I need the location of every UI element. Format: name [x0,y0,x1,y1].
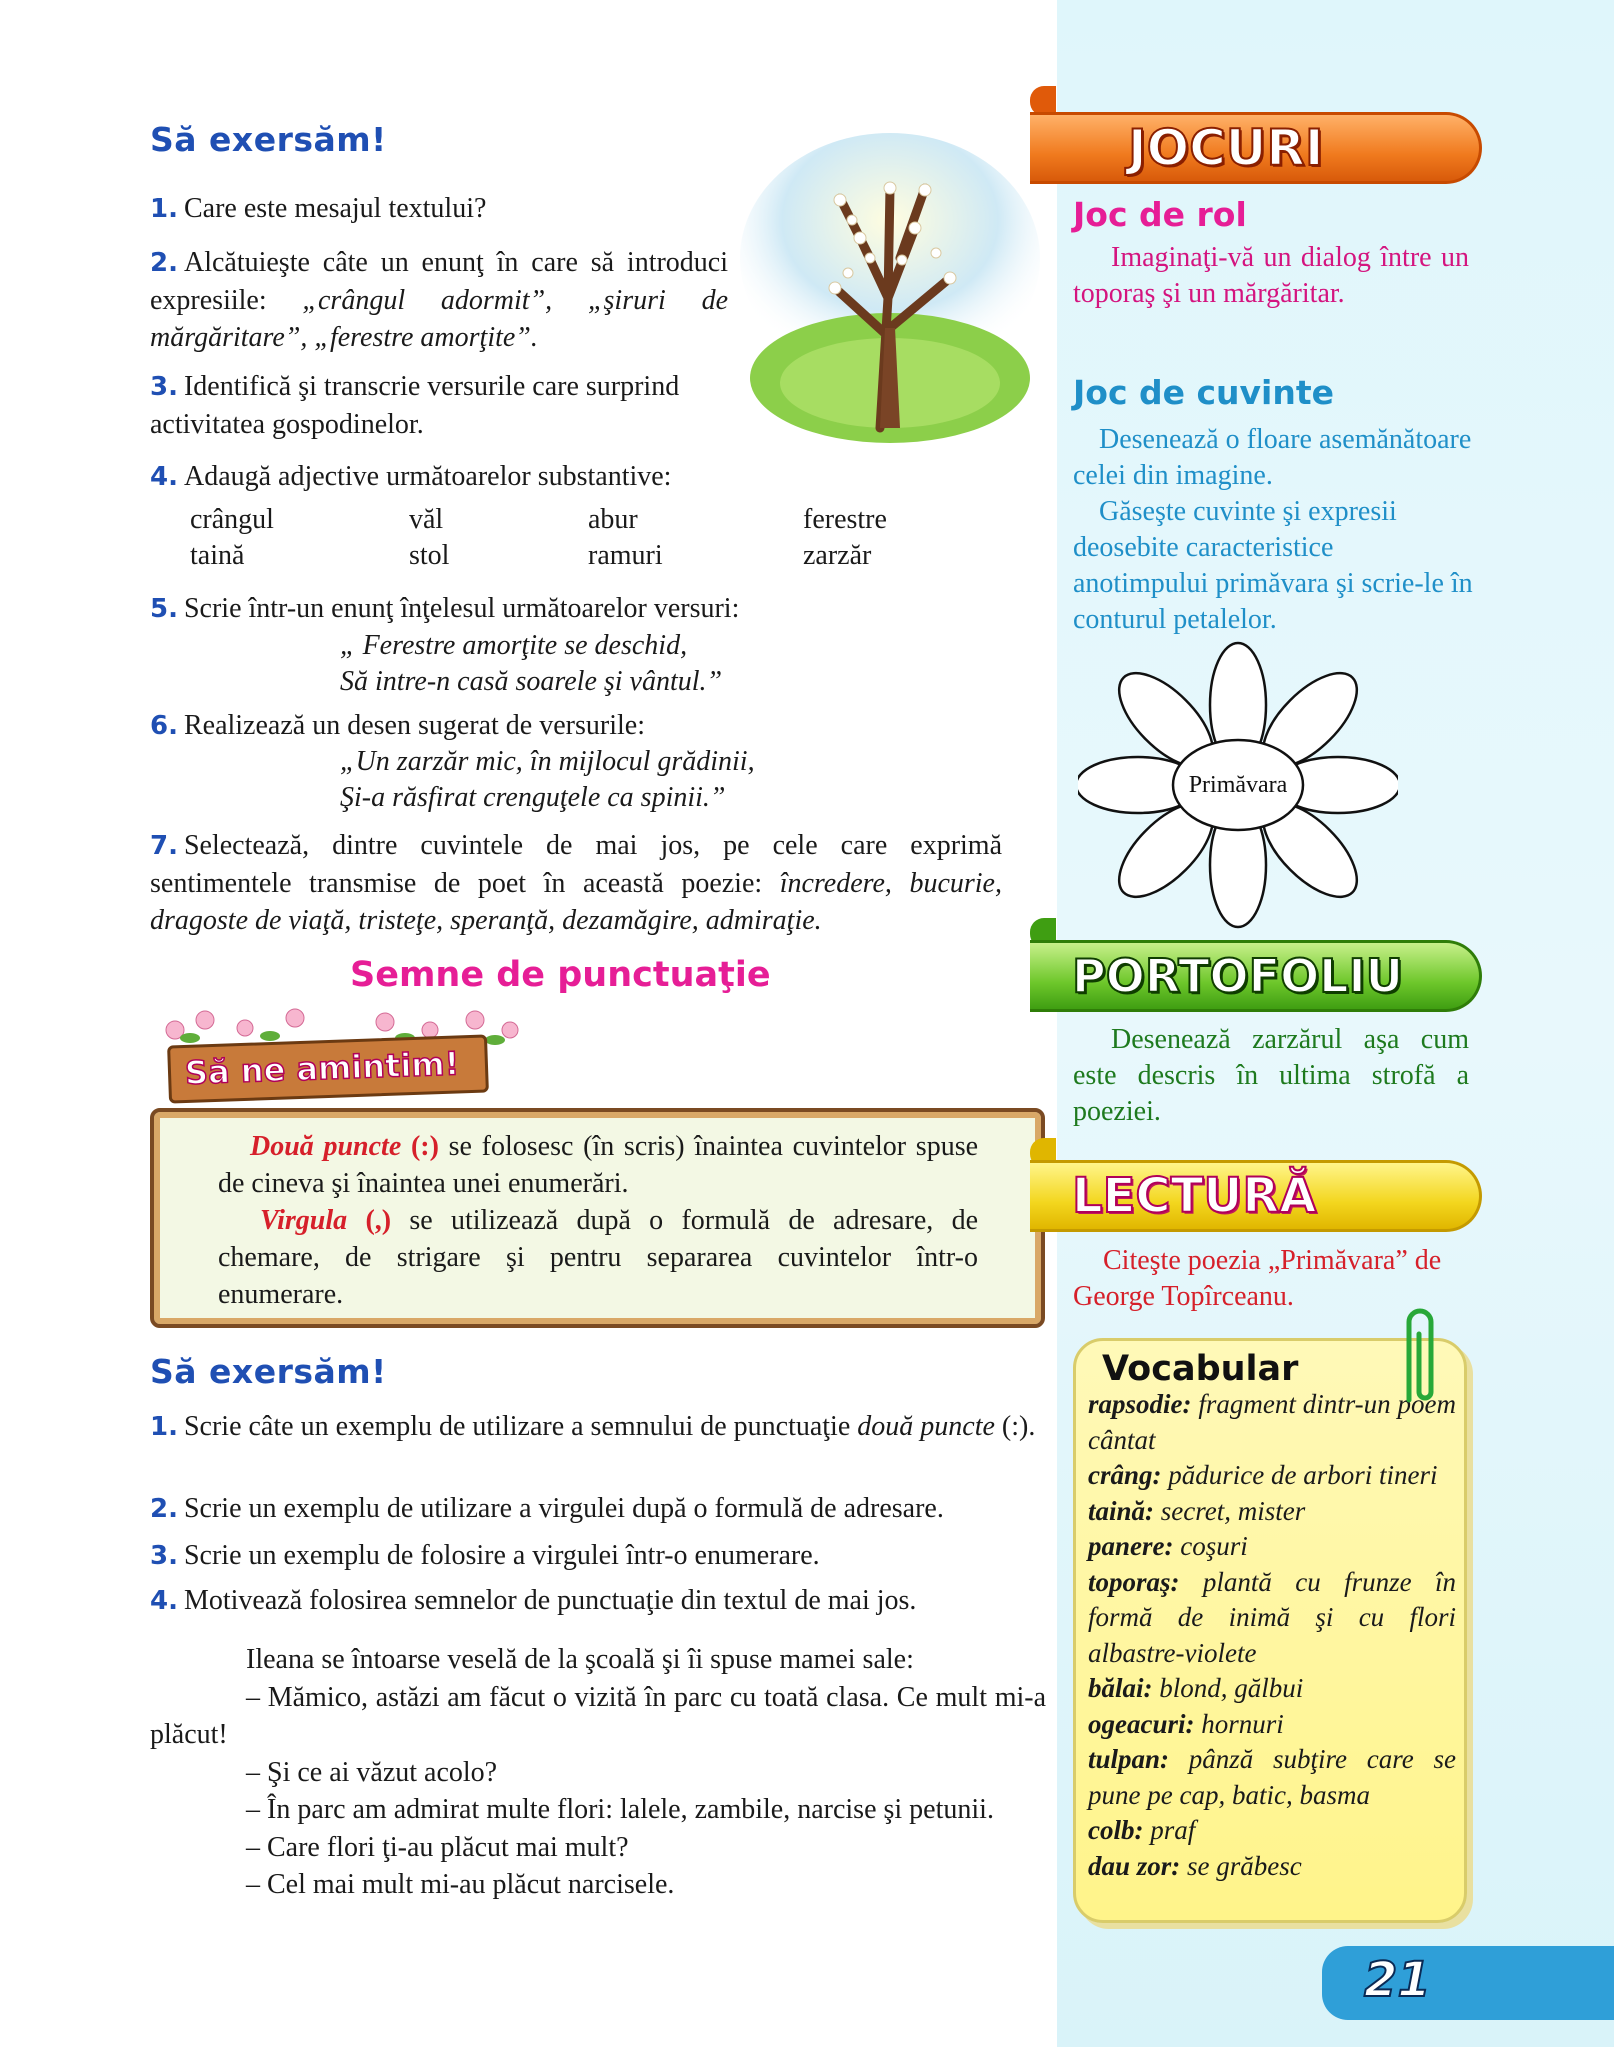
vocab-term: panere: [1088,1531,1174,1561]
item-number: 1. [150,194,178,224]
noun: stol [409,540,450,571]
item-text: Scrie câte un exemplu de utilizare a semnului de punctuaţie [183,1411,858,1442]
vocab-entry [1088,1458,1456,1494]
banner-label: JOCURI [1128,119,1324,177]
noun: abur [588,504,638,535]
item-number: 2. [150,248,178,278]
exercise1-item-7 [150,827,1002,939]
vocab-def: hornuri [1194,1708,1284,1739]
page-number: 21 [1364,1952,1431,2008]
exercise2-item-4 [150,1582,1050,1620]
joc-cuvinte-p2: Găseşte cuvinte şi expresii deosebite caracteristice anotimpului primăvara şi scrie-le în conturul petalelor. [1073,496,1473,635]
exercise-heading: Să exersăm! [150,1352,387,1391]
vocab-entry [1088,1494,1456,1530]
item-text: Scrie un exemplu de utilizare a virgulei după o formulă de adresare. [183,1493,944,1524]
noun: ferestre [803,504,887,535]
vocab-term: taină: [1088,1495,1155,1526]
noun: zarzăr [803,540,872,571]
vocab-term: toporaş: [1088,1566,1180,1597]
vocab-term: rapsodie: [1088,1389,1192,1419]
item-number: 3. [150,1541,178,1571]
verse-line: Să intre-n casă soarele şi vântul.” [340,666,723,697]
vocab-entry [1088,1671,1456,1707]
punctuation-note [150,1108,1045,1328]
vocab-def: secret, mister [1154,1495,1306,1526]
item-text: Scrie într-un enunţ înţelesul următoarelor versuri: [183,593,740,624]
vocab-def: pânză subţire care se pune pe cap, batic, basma [1088,1744,1456,1810]
term: Două puncte [250,1131,402,1162]
definition: se folosesc (în scris) înaintea cuvintelor spuse de cineva şi înaintea unei enumerări. [218,1131,979,1199]
item-text: Adaugă adjective următoarelor substantive: [183,461,672,492]
dialog-line: – Care flori ţi-au plăcut mai mult? [246,1831,629,1863]
item-text: (:). [994,1411,1036,1442]
exercise2-item-2 [150,1490,1050,1528]
item-text: Care este mesajul textului? [183,193,487,224]
dialog-line: – Şi ce ai văzut acolo? [246,1756,498,1788]
vocabulary-list [1088,1387,1456,1884]
dialog-line: Ileana se întoarse veselă de la şcoală şi îi spuse mamei sale: [246,1644,914,1675]
item-text: Motivează folosirea semnelor de punctuaţie din textul de mai jos. [183,1585,917,1616]
joc-rol-title: Joc de rol [1073,195,1247,234]
vocab-entry [1088,1742,1456,1813]
term: Virgula [260,1205,348,1236]
page-number-tab [1322,1946,1614,2020]
vocab-def: fragment dintr-un poem cântat [1088,1389,1456,1455]
vocab-term: ogeacuri: [1088,1708,1195,1739]
vocab-entry [1088,1813,1456,1849]
vocab-term: crâng: [1088,1460,1162,1490]
symbol: (,) [365,1205,392,1236]
vocabulary-card [1073,1338,1467,1923]
daisy-flower-outline [1078,640,1398,930]
note-paragraph-colon [218,1128,978,1202]
vocab-entry [1088,1529,1456,1565]
ribbon-label: Să ne amintim! [184,1044,460,1092]
item-number: 1. [150,1412,178,1442]
item-number: 4. [150,1586,178,1616]
exercise1-item-3 [150,368,710,443]
vocab-def: praf [1143,1815,1196,1845]
verse-line: „Un zarzăr mic, în mijlocul grădinii, [340,746,755,777]
item-number: 4. [150,462,178,492]
exercise2-item-1 [150,1408,1046,1446]
exercise1-item-6 [150,707,1030,745]
exercise2-item-3 [150,1537,1050,1575]
noun: văl [409,504,444,535]
dialog-line: – Mămico, astăzi am făcut o vizită în parc cu toată clasa. Ce mult mi-a plăcut! [150,1681,1046,1750]
vocabulary-title: Vocabular [1102,1349,1299,1389]
jocuri-banner [1030,112,1482,184]
verse-line: Şi-a răsfirat crenguţele ca spinii.” [340,782,726,813]
vocab-def: plantă cu frunze în formă de inimă şi cu flori albastre-violete [1088,1566,1456,1668]
section-title: Semne de punctuaţie [350,955,771,995]
lectura-text: Citeşte poezia „Primăvara” de George Topîrceanu. [1073,1245,1442,1312]
exercise1-item-1 [150,190,710,228]
symbol: (:) [410,1131,439,1162]
vocab-entry [1088,1707,1456,1743]
noun: taină [190,540,245,571]
vocab-def: blond, gălbui [1152,1673,1304,1703]
exercise1-item-4 [150,458,930,496]
item-italic-text: încredere, bucurie, dragoste de viaţă, tristeţe, speranţă, dezamăgire, admiraţie. [150,868,1002,936]
paperclip-icon [1395,1300,1445,1418]
banner-label: LECTURĂ [1072,1168,1317,1224]
vocab-term: tulpan: [1088,1744,1170,1774]
lectura-banner [1030,1160,1482,1232]
tree-illustration [740,128,1040,448]
note-paragraph-comma [218,1202,978,1313]
item-text: Realizează un desen sugerat de versurile: [183,710,645,741]
dialog-line: – În parc am admirat multe flori: lalele, zambile, narcise şi petunii. [246,1794,994,1825]
portofoliu-text: Desenează zarzărul aşa cum este descris în ultima strofă a poeziei. [1073,1024,1469,1127]
item-italic-text: două puncte [857,1411,995,1442]
portofoliu-banner [1030,940,1482,1012]
vocab-term: dau zor: [1088,1850,1181,1881]
joc-cuvinte-title: Joc de cuvinte [1073,373,1335,412]
item-text: Identifică şi transcrie versurile care surprind activitatea gospodinelor. [150,371,680,440]
vocab-def: pădurice de arbori tineri [1161,1460,1438,1490]
item-italic-text: „crângul adormit”, „şiruri de mărgăritare”, „ferestre amorţite”. [150,285,728,353]
joc-rol-text: Imaginaţi-vă un dialog între un toporaş şi un mărgăritar. [1073,242,1469,309]
vocab-entry [1088,1849,1456,1885]
vocab-def: se grăbesc [1180,1850,1302,1881]
exercise-heading: Să exersăm! [150,120,387,159]
item-number: 7. [150,831,178,861]
vocab-term: bălai: [1088,1673,1153,1703]
nouns-grid [190,502,1003,574]
item-number: 2. [150,1494,178,1524]
item-text: Alcătuieşte câte un enunţ în care să introduci expresiile: [150,247,728,316]
banner-label: PORTOFOLIU [1072,949,1403,1003]
noun: ramuri [588,540,663,571]
item-text: Scrie un exemplu de folosire a virgulei într-o enumerare. [183,1540,820,1571]
vocab-term: colb: [1088,1815,1144,1845]
noun: crângul [190,504,274,535]
flower-center-label: Primăvara [1188,772,1288,798]
joc-cuvinte-p1: Desenează o floare asemănătoare celei din imagine. [1073,424,1472,491]
dialog-line: – Cel mai mult mi-au plăcut narcisele. [246,1869,675,1900]
item-number: 6. [150,711,178,741]
item-number: 3. [150,372,178,402]
vocab-def: coşuri [1173,1531,1248,1561]
exercise1-item-2 [150,244,728,356]
item-text: Selectează, dintre cuvintele de mai jos, pe cele care exprimă sentimentele transmise de poet în această poezie: [150,830,1002,899]
remember-ribbon [167,1034,489,1103]
verse-line: „ Ferestre amorţite se deschid, [340,630,688,661]
dialog-text [150,1641,1046,1904]
definition: se utilizează după o formulă de adresare, de chemare, de strigare şi pentru separarea cuvintelor într-o enumerare. [218,1205,979,1310]
exercise1-item-5 [150,590,1030,628]
item-number: 5. [150,594,178,624]
vocab-entry [1088,1565,1456,1672]
